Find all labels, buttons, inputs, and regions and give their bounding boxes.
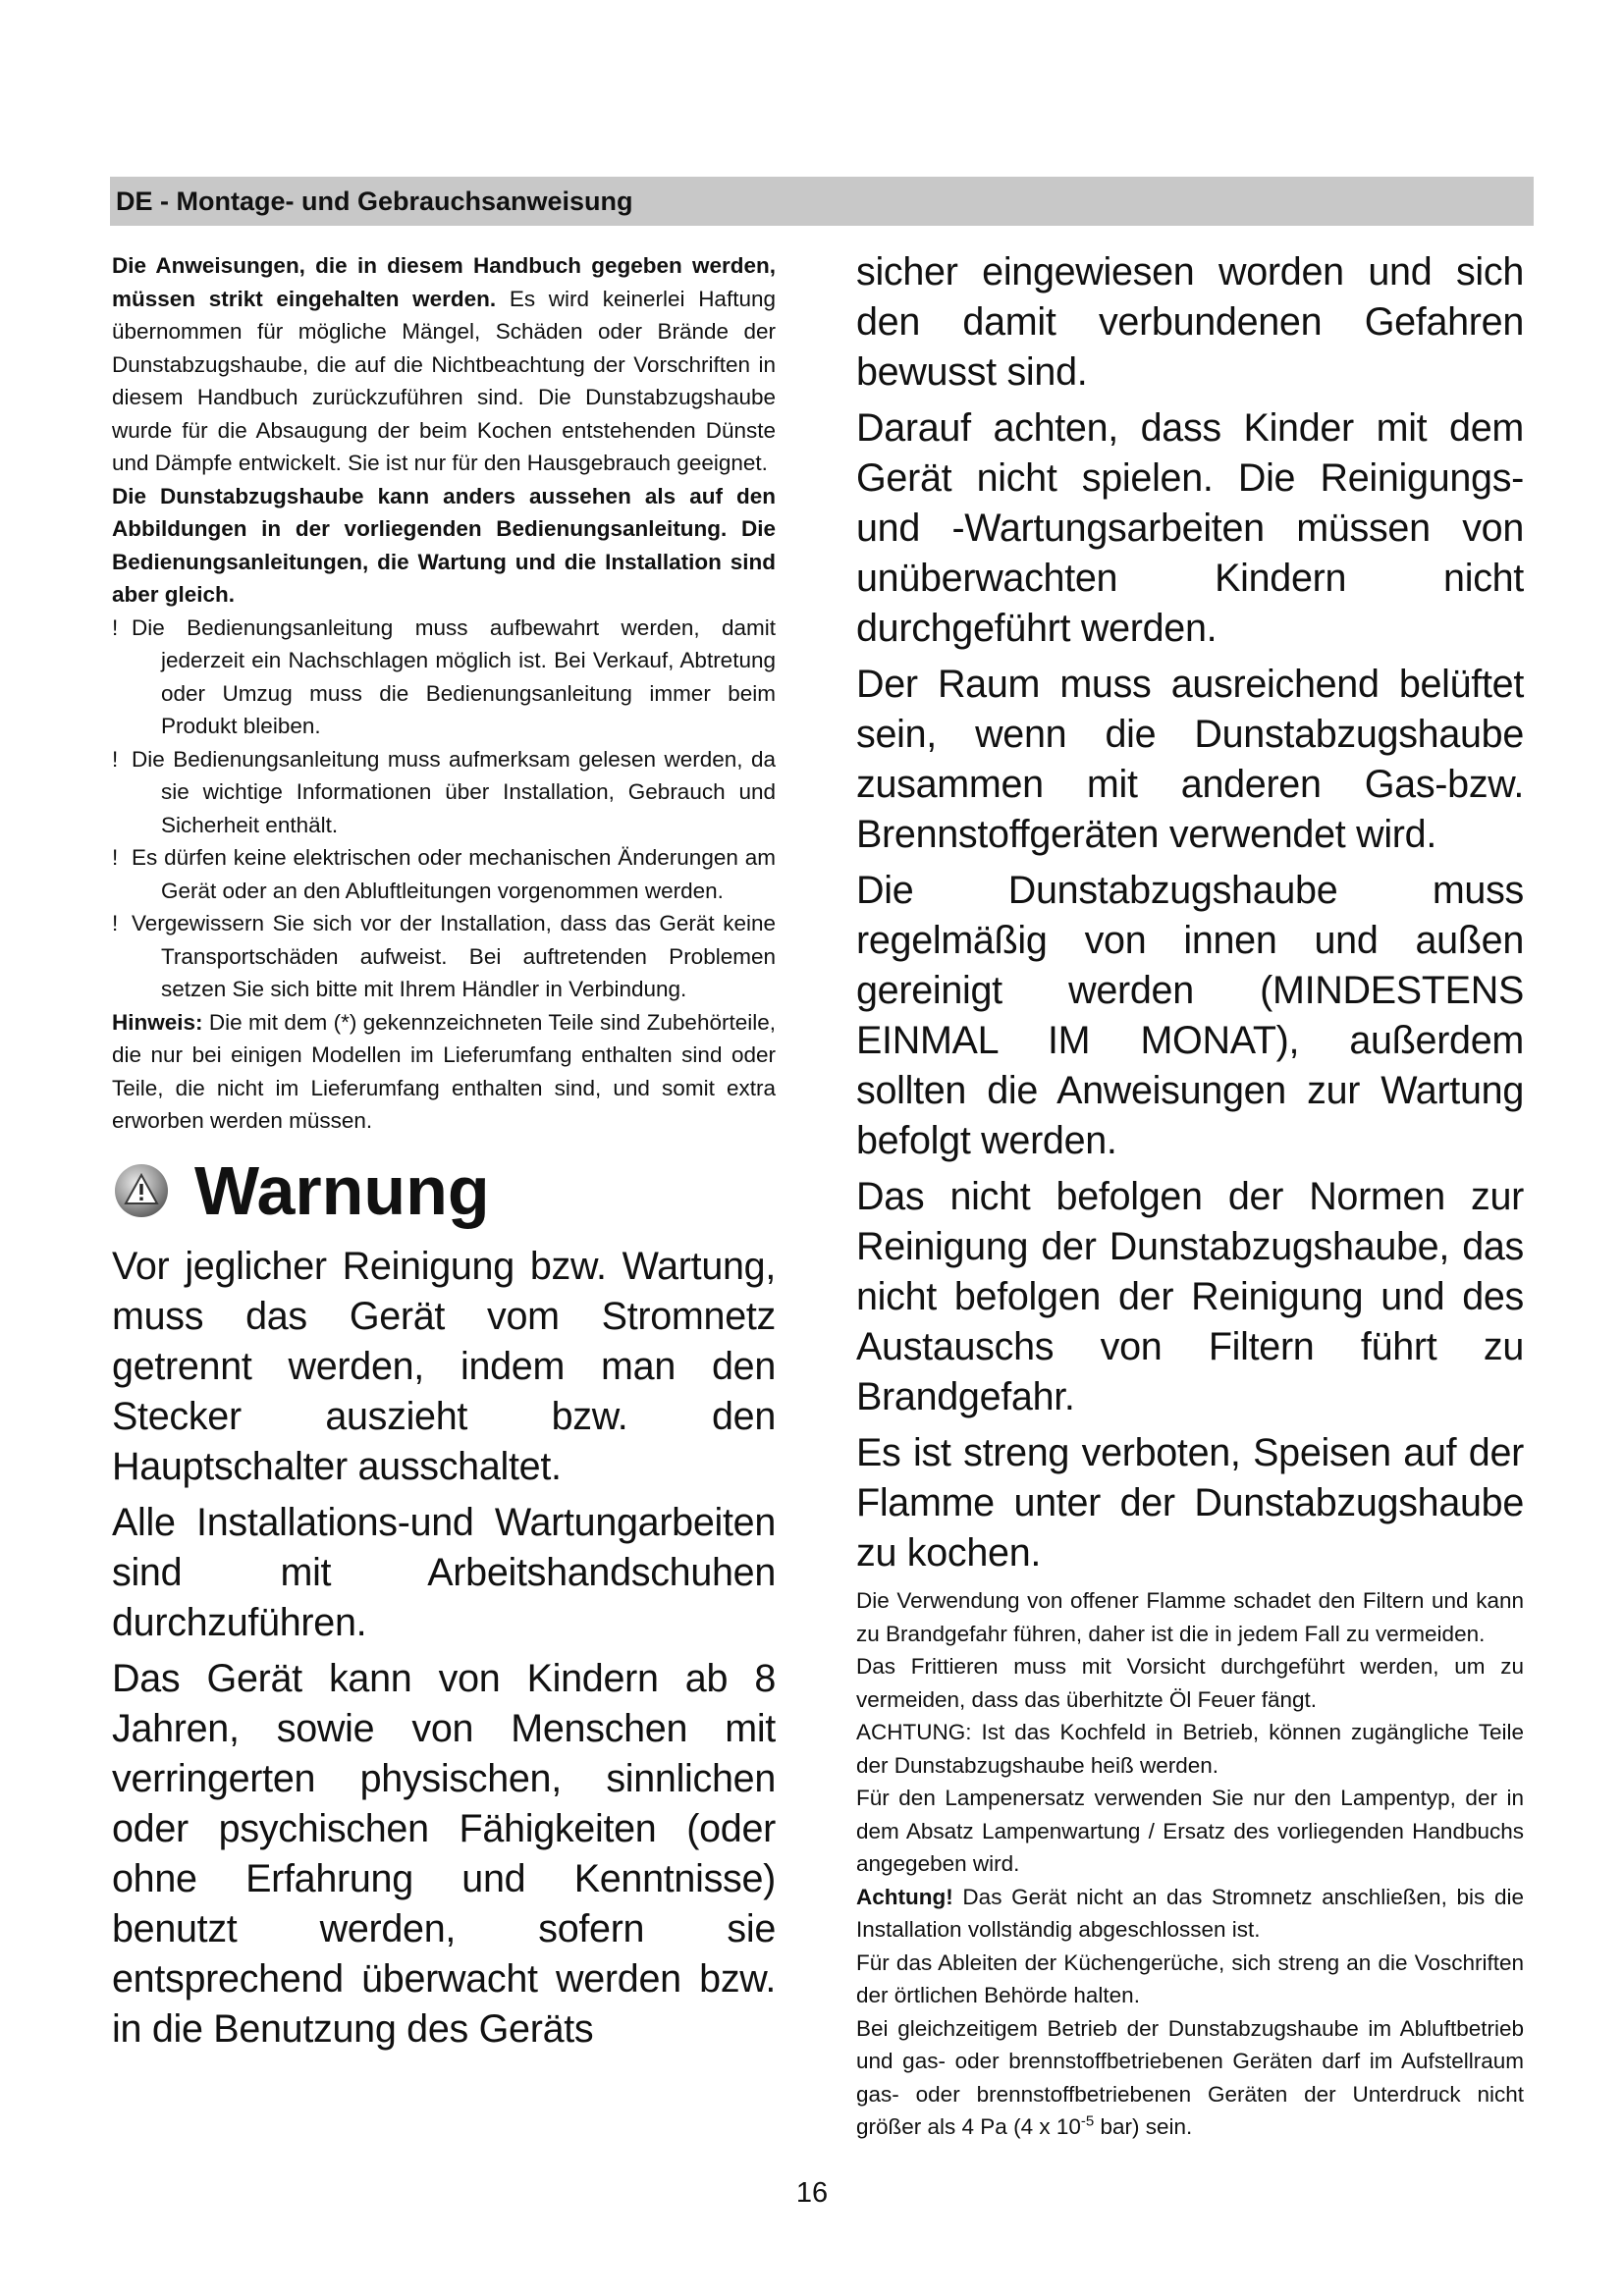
bullet-mark: !: [112, 614, 119, 640]
safety-note: Für das Ableiten der Küchengerüche, sich streng an die Voschriften der örtlichen Behörde halten.: [856, 1949, 1524, 2007]
exponent: -5: [1080, 2112, 1095, 2130]
safety-note: ACHTUNG: Ist das Kochfeld in Betrieb, können zugängliche Teile der Dunstabzugshaube heiß werden.: [856, 1720, 1524, 1778]
hint-text: Die mit dem (*) gekennzeichneten Teile sind Zubehörteile, die nur bei einigen Modellen im Lieferumfang enthalten sind oder Teile, die nicht im Lieferumfang enthalten sind, und somit extra erworben werden müssen.: [112, 1009, 776, 1133]
warning-paragraph: Es ist streng verboten, Speisen auf der Flamme unter der Dunstabzugshaube zu kochen.: [856, 1431, 1524, 1575]
hint-label: Hinweis:: [112, 1009, 203, 1035]
safety-note: Für den Lampenersatz verwenden Sie nur den Lampentyp, der in dem Absatz Lampenwartung / Ersatz des vorliegenden Handbuchs angegeben wird.: [856, 1786, 1524, 1876]
bullet-text: Vergewissern Sie sich vor der Installation, dass das Gerät keine Transportschäden aufweist. Bei auftretenden Problemen setzen Sie sich bitte mit Ihrem Händler in Verbindung.: [132, 911, 776, 1001]
attention-label: Achtung!: [856, 1884, 953, 1909]
section-header: [110, 177, 1534, 226]
bullet-text: Es dürfen keine elektrischen oder mechanischen Änderungen am Gerät oder an den Abluftleitungen vorgenommen werden.: [132, 845, 776, 903]
bullet-item: [112, 743, 776, 842]
warning-paragraph: Das Gerät kann von Kindern ab 8 Jahren, sowie von Menschen mit verringerten physischen, sinnlichen oder psychischen Fähigkeiten (oder ohne Erfahrung und Kenntnisse) benutzt werden, sofern sie entsprechend überwacht werden bzw. in die Benutzung des Geräts: [112, 1656, 776, 2051]
warning-paragraph: sicher eingewiesen worden und sich den damit verbundenen Gefahren bewusst sind.: [856, 250, 1524, 394]
warning-paragraph: Darauf achten, dass Kinder mit dem Gerät nicht spielen. Die Reinigungs- und -Wartungsarbeiten müssen von unüberwachten Kindern nicht durchgeführt werden.: [856, 406, 1524, 650]
safety-notes: [856, 1584, 1524, 2144]
appearance-note-text: Die Dunstabzugshaube kann anders aussehen als auf den Abbildungen in der vorliegenden Bedienungsanleitung. Die Bedienungsanleitungen, die Wartung und die Installation sind aber gleich.: [112, 483, 776, 607]
bullet-mark: !: [112, 845, 119, 870]
safety-note: [856, 1881, 1524, 1947]
intro-paragraph: [112, 249, 776, 480]
safety-note: [856, 2012, 1524, 2144]
left-column: [112, 249, 776, 2055]
intro-text: Es wird keinerlei Haftung übernommen für mögliche Mängel, Schäden oder Brände der Dunstabzugshaube, die auf die Nichtbeachtung der Vorschriften in diesem Handbuch zurückzuführen sind. Die Dunstabzugshaube wurde für die Absaugung der beim Kochen entstehenden Dünste und Dämpfe entwickelt. Sie ist nur für den Hausgebrauch geeignet.: [112, 286, 776, 475]
page-number: 16: [795, 2177, 829, 2209]
pressure-text: Bei gleichzeitigem Betrieb der Dunstabzugshaube im Abluftbetrieb und gas- oder brennstoffbetriebenen Geräten darf im Aufstellraum gas- oder brennstoffbetriebenen Geräten der Unterdruck nicht größer als 4 Pa (4 x 10: [856, 2015, 1524, 2139]
warning-paragraph: Das nicht befolgen der Normen zur Reinigung der Dunstabzugshaube, das nicht befolgen der Reinigung und des Austauschs von Filtern führt zu Brandgefahr.: [856, 1175, 1524, 1418]
appearance-note: [112, 480, 776, 612]
hint-paragraph: [112, 1006, 776, 1138]
bullet-mark: !: [112, 746, 119, 772]
warning-title: [112, 1148, 776, 1234]
intro-bold-text: Die Anweisungen, die in diesem Handbuch gegeben werden, müssen strikt eingehalten werden.: [112, 253, 776, 311]
bullet-text: Die Bedienungsanleitung muss aufmerksam gelesen werden, da sie wichtige Informationen über Installation, Gebrauch und Sicherheit enthält.: [132, 746, 776, 837]
safety-note: Das Frittieren muss mit Vorsicht durchgeführt werden, um zu vermeiden, dass das überhitzte Öl Feuer fängt.: [856, 1654, 1524, 1712]
bullet-mark: !: [112, 911, 119, 935]
warning-triangle-icon: [114, 1163, 169, 1218]
bullet-item: [112, 612, 776, 743]
warning-paragraph: Vor jeglicher Reinigung bzw. Wartung, muss das Gerät vom Stromnetz getrennt werden, indem man den Stecker auszieht bzw. den Hauptschalter ausschaltet.: [112, 1244, 776, 1488]
warning-paragraph: Die Dunstabzugshaube muss regelmäßig von innen und außen gereinigt werden (MINDESTENS EINMAL IM MONAT), außerdem sollten die Anweisungen zur Wartung befolgt werden.: [856, 869, 1524, 1162]
warning-paragraph: Der Raum muss ausreichend belüftet sein, wenn die Dunstabzugshaube zusammen mit anderen Gas-bzw. Brennstoffgeräten verwendet wird.: [856, 663, 1524, 856]
bullet-item: [112, 907, 776, 1006]
warning-paragraph: Alle Installations-und Wartungarbeiten sind mit Arbeitshandschuhen durchzuführen.: [112, 1500, 776, 1644]
safety-note: Die Verwendung von offener Flamme schadet den Filtern und kann zu Brandgefahr führen, daher ist die in jedem Fall zu vermeiden.: [856, 1588, 1524, 1646]
section-title: DE - Montage- und Gebrauchsanweisung: [116, 187, 633, 216]
right-column: [856, 247, 1524, 2144]
attention-text: Das Gerät nicht an das Stromnetz anschließen, bis die Installation vollständig abgeschlossen ist.: [856, 1884, 1524, 1942]
bullet-item: [112, 841, 776, 907]
pressure-text-end: bar) sein.: [1094, 2114, 1193, 2139]
bullet-text: Die Bedienungsanleitung muss aufbewahrt werden, damit jederzeit ein Nachschlagen möglich ist. Bei Verkauf, Abtretung oder Umzug muss die Bedienungsanleitung immer beim Produkt bleiben.: [132, 614, 776, 738]
warning-heading: Warnung: [194, 1151, 490, 1229]
